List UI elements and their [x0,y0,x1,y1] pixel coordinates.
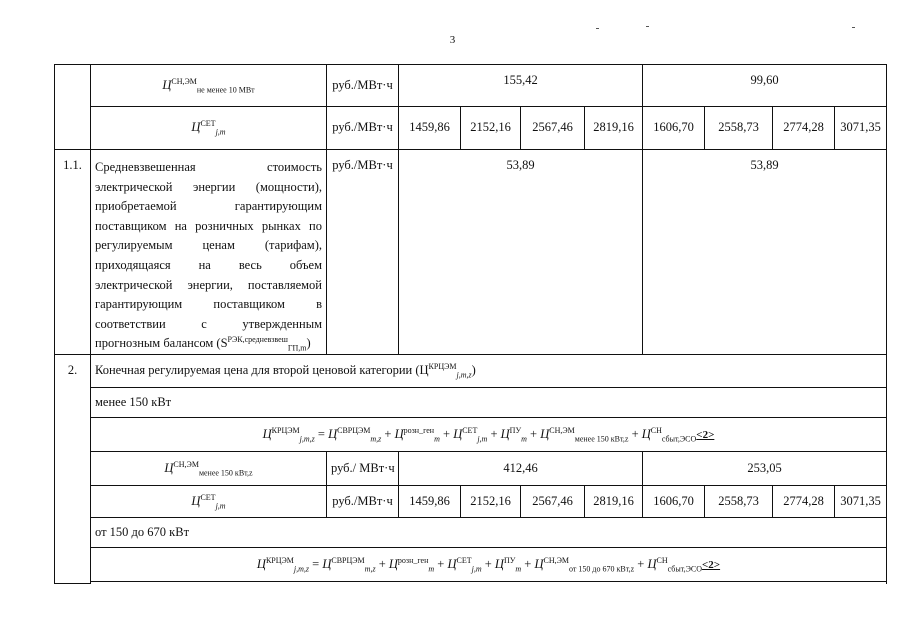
row-number: 1.1. [55,150,91,355]
value-cell: 2819,16 [585,107,643,150]
table-row-ns-10mw [55,65,887,107]
symbol-cell: $Ц^{СЕТ}_{j,m}$ [91,107,327,150]
value-cell: 253,05 [643,451,887,485]
value-cell: 2567,46 [521,485,585,517]
table-row-set [55,107,887,150]
table-row-set-lt150 [55,485,887,517]
value-cell: 2152,16 [461,107,521,150]
section-title: Конечная регулируемая цена для второй ценовой категории $(Ц^{КРЦЭМ}_{j,m,z})$ [91,354,887,387]
value-cell: 1459,86 [399,107,461,150]
value-cell: 2152,16 [461,485,521,517]
value-cell: 99,60 [643,65,887,107]
value-cell: 2774,28 [773,485,835,517]
formula-cell: $Ц^{КРЦЭМ}_{j,m,z} = Ц^{СВРЦЭМ}_{m,z} + Ц^{розн\_ген}_m + Ц^{СЕТ}_{j,m} + Ц^{ПУ}_m + Ц^{СН,ЭМ}_{от 150 до 670 кВт,z} + Ц^{СН}_{сбыт,ЭСО}<2>$ [91,547,887,581]
tariff-table [54,64,887,584]
sub-section-label: менее 150 кВт [91,387,887,417]
unit-cell: руб./МВт·ч [327,107,399,150]
value-cell: 412,46 [399,451,643,485]
scan-speck [646,26,649,27]
symbol-cell: $Ц^{СН,ЭМ}_{не менее 10 МВт}$ [91,65,327,107]
value-cell: 3071,35 [835,485,887,517]
scan-speck [852,27,855,28]
symbol-cell: $Ц^{СН,ЭМ}_{менее 150 кВт,z}$ [91,451,327,485]
row-number: 2. [55,354,91,584]
value-cell: 2558,73 [705,107,773,150]
description-cell: Средневзвешенная стоимость электрической энергии (мощности), приобретаемой гарантирующим поставщиком на розничных рынках по регулируемым ценам (тарифам), приходящаяся на весь объем электрической энергии, поставляемой гарантирующим поставщиком в соответствии с утвержденным прогнозным балансом $(S^{РЭК,средневзвеш}_{ГП,m})$ [91,150,327,355]
cut-cell [91,581,887,584]
unit-cell: руб./МВт·ч [327,485,399,517]
value-cell: 53,89 [399,150,643,355]
value-cell: 2819,16 [585,485,643,517]
table-row-cut [55,581,887,584]
page-number: 3 [449,34,456,46]
value-cell: 1459,86 [399,485,461,517]
value-cell: 1606,70 [643,107,705,150]
footnote-link[interactable]: <2> [702,558,721,571]
formula-cell: $Ц^{КРЦЭМ}_{j,m,z} = Ц^{СВРЦЭМ}_{m,z} + Ц^{розн\_ген}_m + Ц^{СЕТ}_{j,m} + Ц^{ПУ}_m + Ц^{СН,ЭМ}_{менее 150 кВт,z} + Ц^{СН}_{сбыт,ЭСО}<2>$ [91,417,887,451]
table-row-label-lt150 [55,387,887,417]
table-row-ns-lt150 [55,451,887,485]
value-cell: 2558,73 [705,485,773,517]
table-row-2 [55,354,887,387]
value-cell: 2774,28 [773,107,835,150]
value-cell: 53,89 [643,150,887,355]
symbol-cell: $Ц^{СЕТ}_{j,m}$ [91,485,327,517]
unit-cell: руб./МВт·ч [327,150,399,355]
table-row-formula-lt150 [55,417,887,451]
table-row-1-1 [55,150,887,355]
value-cell: 1606,70 [643,485,705,517]
value-cell: 2567,46 [521,107,585,150]
sub-section-label: от 150 до 670 кВт [91,517,887,547]
table-row-label-150-670 [55,517,887,547]
footnote-link[interactable]: <2> [696,428,715,441]
row-number-cell [55,65,91,150]
scan-speck [596,28,599,29]
table-row-formula-150-670 [55,547,887,581]
value-cell: 155,42 [399,65,643,107]
value-cell: 3071,35 [835,107,887,150]
unit-cell: руб./ МВт·ч [327,451,399,485]
unit-cell: руб./МВт·ч [327,65,399,107]
